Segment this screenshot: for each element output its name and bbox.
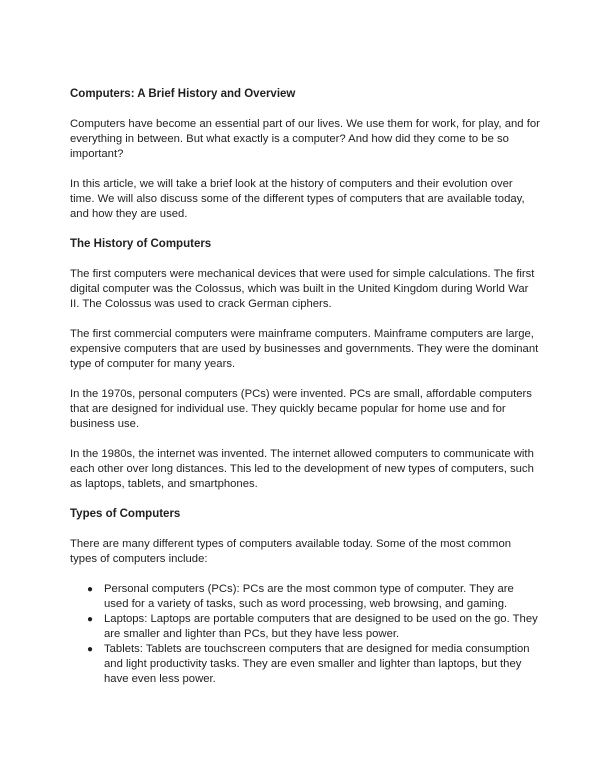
history-paragraph-3: In the 1970s, personal computers (PCs) were invented. PCs are small, affordable computers that are designed for individual use. They quickly became popular for home use and for business use. (70, 388, 532, 430)
types-heading: Types of Computers (70, 508, 181, 520)
bullet-icon: ● (87, 614, 94, 625)
list-item (70, 642, 540, 687)
history-paragraph-1: The first computers were mechanical devices that were used for simple calculations. The first digital computer was the Colossus, which was built in the United Kingdom during World War II. The Colossus was used to crack German ciphers. (70, 268, 535, 310)
intro-paragraph-2: In this article, we will take a brief look at the history of computers and their evolution over time. We will also discuss some of the different types of computers that are available today, and how they are used. (70, 178, 525, 220)
history-paragraph-2: The first commercial computers were mainframe computers. Mainframe computers are large, expensive computers that are used by businesses and governments. They were the dominant type of computer for many years. (70, 328, 539, 370)
document-page (70, 87, 540, 687)
list-item-text: Tablets: Tablets are touchscreen computers that are designed for media consumption and light productivity tasks. They are even smaller and lighter than laptops, but they have even less power. (104, 643, 530, 685)
types-list (70, 582, 540, 687)
types-intro: There are many different types of computers available today. Some of the most common types of computers include: (70, 538, 512, 565)
list-item-text: Laptops: Laptops are portable computers that are designed to be used on the go. They are smaller and lighter than PCs, but they have less power. (104, 613, 538, 640)
list-item (70, 582, 540, 612)
document-title: Computers: A Brief History and Overview (70, 88, 296, 100)
intro-paragraph-1: Computers have become an essential part of our lives. We use them for work, for play, and for everything in between. But what exactly is a computer? And how did they come to be so important? (70, 118, 540, 160)
types-list-wrapper (70, 582, 540, 687)
history-paragraph-4: In the 1980s, the internet was invented. The internet allowed computers to communicate with each other over long distances. This led to the development of new types of computers, such as laptops, tablets, and smartphones. (70, 448, 534, 490)
history-heading: The History of Computers (70, 238, 212, 250)
list-item (70, 612, 540, 642)
bullet-icon: ● (87, 584, 94, 595)
bullet-icon: ● (87, 644, 94, 655)
list-item-text: Personal computers (PCs): PCs are the most common type of computer. They are used for a variety of tasks, such as word processing, web browsing, and gaming. (104, 583, 514, 610)
